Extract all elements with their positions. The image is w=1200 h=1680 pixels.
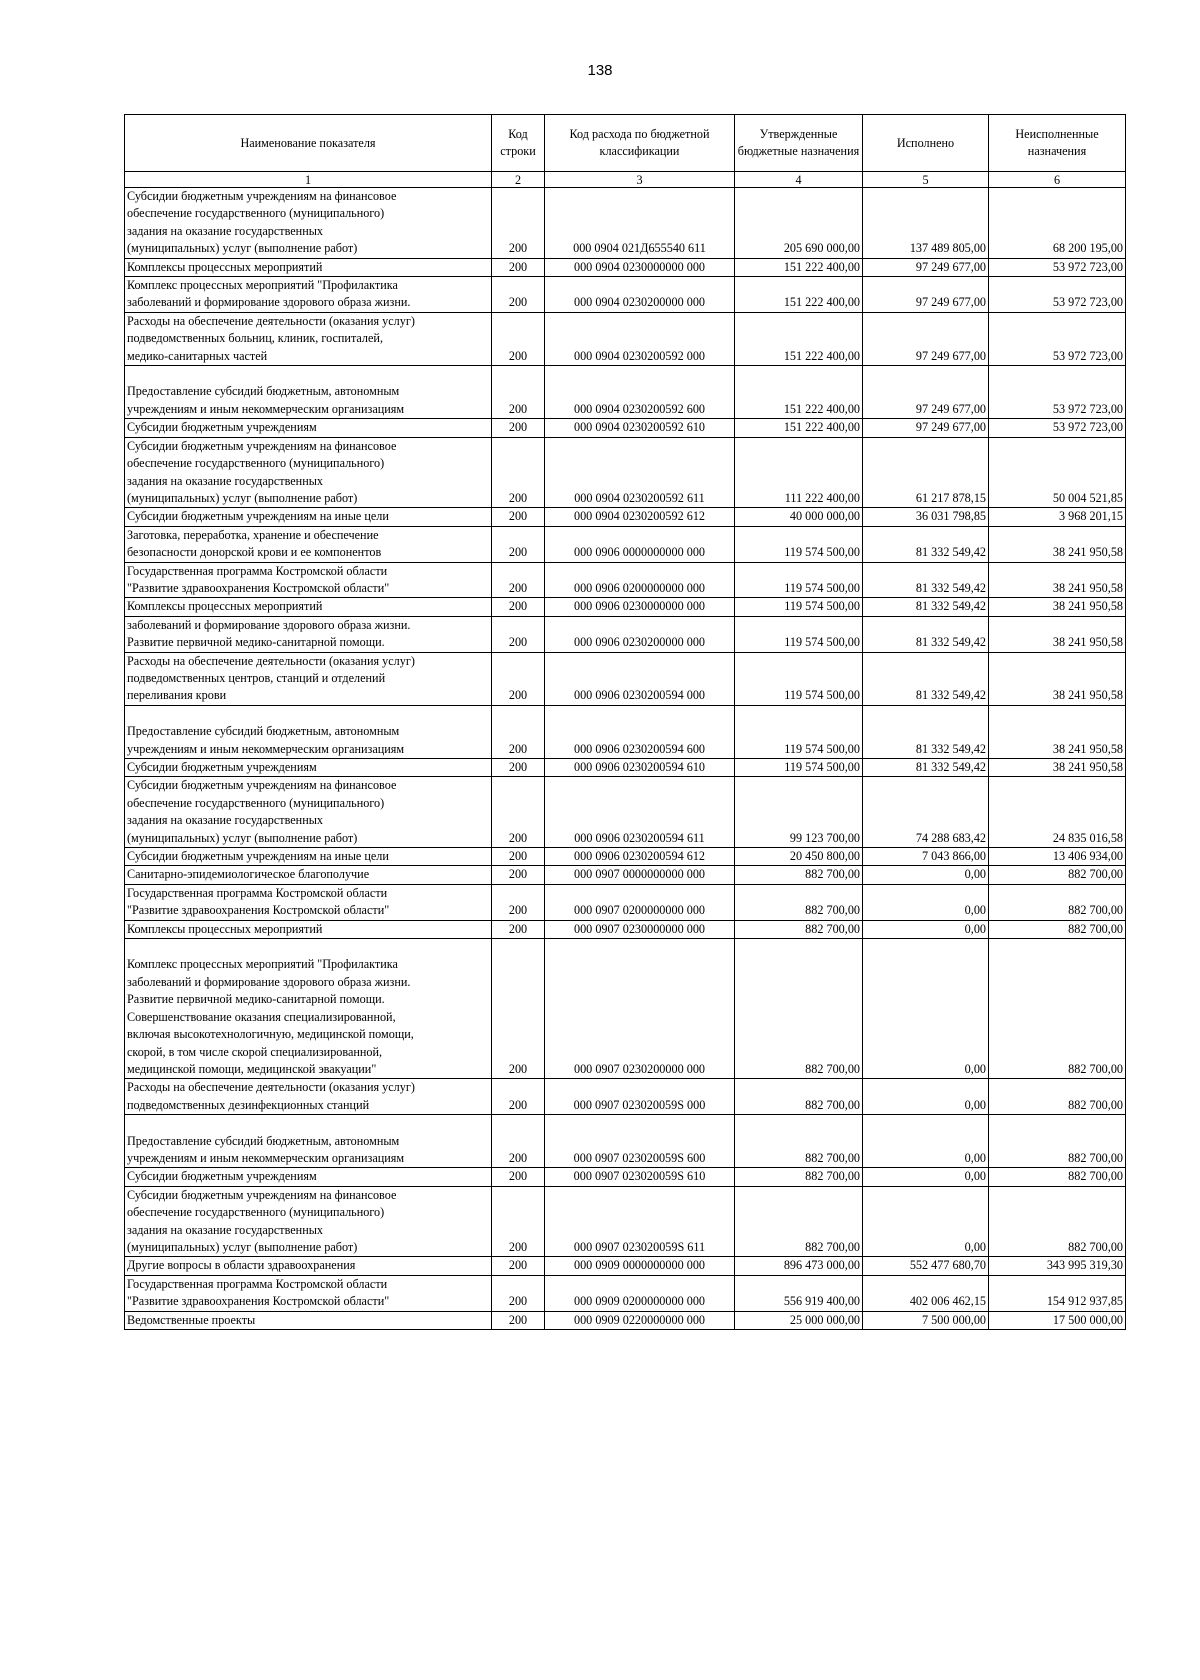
table-row: [125, 526, 1126, 562]
row-line-code: 200: [492, 1257, 545, 1275]
row-name-cell: [125, 312, 492, 365]
page-number: 138: [587, 62, 613, 79]
row-executed-amount: 81 332 549,42: [863, 705, 989, 758]
row-name-cell: [125, 939, 492, 1079]
row-name-cell: [125, 366, 492, 419]
row-approved-amount: 151 222 400,00: [735, 419, 863, 437]
row-name-line: "Развитие здравоохранения Костромской области": [127, 1294, 390, 1309]
column-number: 6: [989, 172, 1126, 188]
row-name-line: Другие вопросы в области здравоохранения: [127, 1258, 356, 1273]
row-approved-amount: 882 700,00: [735, 920, 863, 938]
table-row: [125, 884, 1126, 920]
row-executed-amount: 7 043 866,00: [863, 848, 989, 866]
row-name-cell: [125, 616, 492, 652]
row-name-line: Государственная программа Костромской области: [127, 885, 388, 900]
row-executed-amount: 97 249 677,00: [863, 419, 989, 437]
row-approved-amount: 20 450 800,00: [735, 848, 863, 866]
row-unexecuted-amount: 50 004 521,85: [989, 437, 1126, 508]
column-number: 3: [545, 172, 735, 188]
table-row: [125, 562, 1126, 598]
row-approved-amount: 882 700,00: [735, 1168, 863, 1186]
row-unexecuted-amount: 53 972 723,00: [989, 419, 1126, 437]
row-unexecuted-amount: 882 700,00: [989, 1186, 1126, 1257]
row-name-line: скорой, в том числе скорой специализированной,: [127, 1044, 383, 1059]
row-unexecuted-amount: 3 968 201,15: [989, 508, 1126, 526]
table-row: [125, 920, 1126, 938]
table-row: [125, 1186, 1126, 1257]
row-line-code: 200: [492, 598, 545, 616]
row-budget-code: 000 0906 0230200000 000: [545, 616, 735, 652]
row-name-line: Комплексы процессных мероприятий: [127, 921, 323, 936]
row-line-code: 200: [492, 312, 545, 365]
row-line-code: 200: [492, 188, 545, 259]
row-unexecuted-amount: 882 700,00: [989, 1115, 1126, 1168]
row-budget-code: 000 0906 0230200594 000: [545, 652, 735, 705]
row-name-line: учреждениям и иным некоммерческим организациям: [127, 741, 405, 756]
table-row: [125, 366, 1126, 419]
table-row: [125, 616, 1126, 652]
table-row: [125, 652, 1126, 705]
column-number: 1: [125, 172, 492, 188]
row-line-code: 200: [492, 1168, 545, 1186]
row-budget-code: 000 0907 0000000000 000: [545, 866, 735, 884]
row-line-code: 200: [492, 848, 545, 866]
row-name-line: Комплексы процессных мероприятий: [127, 259, 323, 274]
row-name-cell: [125, 920, 492, 938]
row-executed-amount: 0,00: [863, 1079, 989, 1115]
row-executed-amount: 402 006 462,15: [863, 1275, 989, 1311]
row-unexecuted-amount: 882 700,00: [989, 939, 1126, 1079]
row-budget-code: 000 0904 0230200592 000: [545, 312, 735, 365]
row-name-line: (муниципальных) услуг (выполнение работ): [127, 490, 358, 505]
row-unexecuted-amount: 38 241 950,58: [989, 652, 1126, 705]
row-name-cell: [125, 1275, 492, 1311]
row-name-cell: [125, 705, 492, 758]
row-name-line: "Развитие здравоохранения Костромской области": [127, 580, 390, 595]
row-name-line: Субсидии бюджетным учреждениям на финансовое: [127, 189, 397, 203]
row-executed-amount: 81 332 549,42: [863, 562, 989, 598]
row-name-cell: [125, 1257, 492, 1275]
row-executed-amount: 0,00: [863, 884, 989, 920]
row-executed-amount: 97 249 677,00: [863, 277, 989, 313]
row-name-line: [127, 1115, 489, 1132]
row-unexecuted-amount: 53 972 723,00: [989, 366, 1126, 419]
table-body: [125, 188, 1126, 1330]
row-executed-amount: 0,00: [863, 920, 989, 938]
row-name-line: учреждениям и иным некоммерческим организациям: [127, 401, 405, 416]
table-row: [125, 437, 1126, 508]
row-line-code: 200: [492, 562, 545, 598]
table-row: [125, 848, 1126, 866]
row-name-line: учреждениям и иным некоммерческим организациям: [127, 1150, 405, 1165]
row-approved-amount: 882 700,00: [735, 884, 863, 920]
row-budget-code: 000 0907 023020059S 600: [545, 1115, 735, 1168]
table-row: [125, 508, 1126, 526]
row-budget-code: 000 0907 0230200000 000: [545, 939, 735, 1079]
row-name-cell: [125, 1168, 492, 1186]
row-budget-code: 000 0906 0200000000 000: [545, 562, 735, 598]
row-executed-amount: 81 332 549,42: [863, 652, 989, 705]
budget-execution-table: [124, 114, 1126, 1330]
row-name-cell: [125, 1115, 492, 1168]
row-approved-amount: 151 222 400,00: [735, 277, 863, 313]
column-number-row: [125, 172, 1126, 188]
row-approved-amount: 882 700,00: [735, 1079, 863, 1115]
table-row: [125, 598, 1126, 616]
row-name-line: задания на оказание государственных: [127, 473, 323, 488]
row-line-code: 200: [492, 1275, 545, 1311]
row-approved-amount: 882 700,00: [735, 939, 863, 1079]
row-line-code: 200: [492, 777, 545, 848]
row-name-cell: [125, 598, 492, 616]
row-name-cell: [125, 188, 492, 259]
table-row: [125, 419, 1126, 437]
row-name-line: Субсидии бюджетным учреждениям: [127, 420, 317, 435]
row-budget-code: 000 0907 023020059S 610: [545, 1168, 735, 1186]
row-unexecuted-amount: 13 406 934,00: [989, 848, 1126, 866]
row-name-line: (муниципальных) услуг (выполнение работ): [127, 830, 358, 845]
row-line-code: 200: [492, 366, 545, 419]
row-executed-amount: 81 332 549,42: [863, 526, 989, 562]
column-number: 4: [735, 172, 863, 188]
row-approved-amount: 151 222 400,00: [735, 312, 863, 365]
row-name-line: заболеваний и формирование здорового образа жизни.: [127, 974, 411, 989]
row-name-line: Совершенствование оказания специализированной,: [127, 1009, 396, 1024]
row-line-code: 200: [492, 526, 545, 562]
row-line-code: 200: [492, 866, 545, 884]
row-name-line: медико-санитарных частей: [127, 348, 268, 363]
row-approved-amount: 205 690 000,00: [735, 188, 863, 259]
row-approved-amount: 111 222 400,00: [735, 437, 863, 508]
row-name-line: включая высокотехнологичную, медицинской помощи,: [127, 1027, 414, 1042]
row-line-code: 200: [492, 1186, 545, 1257]
table-row: [125, 1115, 1126, 1168]
row-name-cell: [125, 1311, 492, 1329]
row-name-line: подведомственных больниц, клиник, госпиталей,: [127, 331, 383, 346]
row-name-line: "Развитие здравоохранения Костромской области": [127, 903, 390, 918]
row-unexecuted-amount: 38 241 950,58: [989, 526, 1126, 562]
row-name-cell: [125, 1079, 492, 1115]
row-budget-code: 000 0909 0220000000 000: [545, 1311, 735, 1329]
row-unexecuted-amount: 882 700,00: [989, 1079, 1126, 1115]
row-name-line: заболеваний и формирование здорового образа жизни.: [127, 617, 411, 632]
row-budget-code: 000 0904 0230200592 610: [545, 419, 735, 437]
row-name-line: [127, 366, 489, 383]
row-unexecuted-amount: 882 700,00: [989, 866, 1126, 884]
row-approved-amount: 896 473 000,00: [735, 1257, 863, 1275]
row-name-line: переливания крови: [127, 688, 227, 703]
row-unexecuted-amount: 53 972 723,00: [989, 277, 1126, 313]
row-line-code: 200: [492, 1079, 545, 1115]
row-name-line: Комплекс процессных мероприятий "Профилактика: [127, 278, 398, 293]
row-name-cell: [125, 562, 492, 598]
row-executed-amount: 36 031 798,85: [863, 508, 989, 526]
row-unexecuted-amount: 68 200 195,00: [989, 188, 1126, 259]
row-unexecuted-amount: 38 241 950,58: [989, 759, 1126, 777]
row-budget-code: 000 0906 0230200594 610: [545, 759, 735, 777]
row-approved-amount: 119 574 500,00: [735, 616, 863, 652]
row-line-code: 200: [492, 652, 545, 705]
row-name-cell: [125, 1186, 492, 1257]
row-executed-amount: 0,00: [863, 939, 989, 1079]
table-row: [125, 939, 1126, 1079]
row-approved-amount: 40 000 000,00: [735, 508, 863, 526]
row-executed-amount: 0,00: [863, 1115, 989, 1168]
row-line-code: 200: [492, 920, 545, 938]
row-name-line: Субсидии бюджетным учреждениям на финансовое: [127, 778, 397, 793]
row-name-line: Расходы на обеспечение деятельности (оказания услуг): [127, 1080, 415, 1095]
table-row: [125, 759, 1126, 777]
row-name-line: Субсидии бюджетным учреждениям на иные цели: [127, 509, 389, 524]
row-unexecuted-amount: 38 241 950,58: [989, 705, 1126, 758]
row-budget-code: 000 0904 0230000000 000: [545, 258, 735, 276]
row-name-line: Заготовка, переработка, хранение и обеспечение: [127, 527, 379, 542]
row-name-line: Субсидии бюджетным учреждениям: [127, 760, 317, 774]
row-executed-amount: 81 332 549,42: [863, 759, 989, 777]
row-approved-amount: 25 000 000,00: [735, 1311, 863, 1329]
row-name-line: [127, 939, 489, 956]
row-name-line: задания на оказание государственных: [127, 813, 323, 828]
row-approved-amount: 882 700,00: [735, 1115, 863, 1168]
row-name-line: обеспечение государственного (муниципального): [127, 206, 385, 221]
row-name-line: обеспечение государственного (муниципального): [127, 1205, 385, 1220]
row-budget-code: 000 0906 0000000000 000: [545, 526, 735, 562]
row-unexecuted-amount: 154 912 937,85: [989, 1275, 1126, 1311]
table-row: [125, 1311, 1126, 1329]
row-name-line: Субсидии бюджетным учреждениям на финансовое: [127, 1187, 397, 1202]
row-line-code: 200: [492, 884, 545, 920]
row-executed-amount: 0,00: [863, 1186, 989, 1257]
table-row: [125, 277, 1126, 313]
row-approved-amount: 119 574 500,00: [735, 652, 863, 705]
row-line-code: 200: [492, 277, 545, 313]
column-number: 5: [863, 172, 989, 188]
row-budget-code: 000 0904 0230200592 600: [545, 366, 735, 419]
row-name-line: Комплекс процессных мероприятий "Профилактика: [127, 957, 398, 972]
row-approved-amount: 119 574 500,00: [735, 598, 863, 616]
row-name-line: (муниципальных) услуг (выполнение работ): [127, 241, 358, 256]
row-name-line: задания на оказание государственных: [127, 1222, 323, 1237]
row-budget-code: 000 0909 0200000000 000: [545, 1275, 735, 1311]
row-name-line: задания на оказание государственных: [127, 223, 323, 238]
header-approved: Утвержденные бюджетные назначения: [735, 115, 863, 172]
row-name-cell: [125, 884, 492, 920]
header-unexecuted: Неисполненные назначения: [989, 115, 1126, 172]
row-name-line: Предоставление субсидий бюджетным, автономным: [127, 384, 400, 399]
row-name-cell: [125, 437, 492, 508]
row-line-code: 200: [492, 258, 545, 276]
table-row: [125, 312, 1126, 365]
row-name-line: Комплексы процессных мероприятий: [127, 599, 323, 614]
row-approved-amount: 119 574 500,00: [735, 562, 863, 598]
row-name-cell: [125, 777, 492, 848]
table-row: [125, 866, 1126, 884]
table-row: [125, 258, 1126, 276]
row-executed-amount: 61 217 878,15: [863, 437, 989, 508]
row-name-cell: [125, 258, 492, 276]
row-name-line: подведомственных дезинфекционных станций: [127, 1097, 370, 1112]
row-name-line: Предоставление субсидий бюджетным, автономным: [127, 724, 400, 739]
row-name-cell: [125, 848, 492, 866]
row-approved-amount: 99 123 700,00: [735, 777, 863, 848]
row-name-line: Государственная программа Костромской области: [127, 563, 388, 578]
table-row: [125, 777, 1126, 848]
row-executed-amount: 81 332 549,42: [863, 598, 989, 616]
row-name-cell: [125, 866, 492, 884]
row-name-line: подведомственных центров, станций и отделений: [127, 670, 386, 685]
row-unexecuted-amount: 17 500 000,00: [989, 1311, 1126, 1329]
row-budget-code: 000 0909 0000000000 000: [545, 1257, 735, 1275]
row-name-line: Субсидии бюджетным учреждениям: [127, 1169, 317, 1184]
row-budget-code: 000 0906 0230200594 600: [545, 705, 735, 758]
row-executed-amount: 97 249 677,00: [863, 258, 989, 276]
row-approved-amount: 151 222 400,00: [735, 366, 863, 419]
row-approved-amount: 882 700,00: [735, 1186, 863, 1257]
row-approved-amount: 119 574 500,00: [735, 759, 863, 777]
header-executed: Исполнено: [863, 115, 989, 172]
row-approved-amount: 882 700,00: [735, 866, 863, 884]
row-executed-amount: 0,00: [863, 866, 989, 884]
row-unexecuted-amount: 882 700,00: [989, 1168, 1126, 1186]
header-line-code: Код строки: [492, 115, 545, 172]
row-line-code: 200: [492, 508, 545, 526]
row-budget-code: 000 0907 0200000000 000: [545, 884, 735, 920]
row-budget-code: 000 0906 0230000000 000: [545, 598, 735, 616]
row-approved-amount: 151 222 400,00: [735, 258, 863, 276]
row-executed-amount: 137 489 805,00: [863, 188, 989, 259]
row-unexecuted-amount: 53 972 723,00: [989, 258, 1126, 276]
row-budget-code: 000 0904 0230200000 000: [545, 277, 735, 313]
table-row: [125, 1168, 1126, 1186]
row-approved-amount: 119 574 500,00: [735, 705, 863, 758]
row-name-cell: [125, 419, 492, 437]
row-name-cell: [125, 526, 492, 562]
row-name-line: Развитие первичной медико-санитарной помощи.: [127, 635, 385, 650]
row-name-line: (муниципальных) услуг (выполнение работ): [127, 1239, 358, 1254]
row-budget-code: 000 0906 0230200594 612: [545, 848, 735, 866]
row-budget-code: 000 0907 0230000000 000: [545, 920, 735, 938]
row-executed-amount: 81 332 549,42: [863, 616, 989, 652]
row-name-line: Развитие первичной медико-санитарной помощи.: [127, 992, 385, 1007]
column-number: 2: [492, 172, 545, 188]
row-line-code: 200: [492, 939, 545, 1079]
row-name-line: Государственная программа Костромской области: [127, 1276, 388, 1291]
row-name-line: обеспечение государственного (муниципального): [127, 795, 385, 810]
row-executed-amount: 552 477 680,70: [863, 1257, 989, 1275]
row-line-code: 200: [492, 705, 545, 758]
table-row: [125, 188, 1126, 259]
row-executed-amount: 97 249 677,00: [863, 312, 989, 365]
row-name-line: Ведомственные проекты: [127, 1312, 256, 1327]
row-approved-amount: 119 574 500,00: [735, 526, 863, 562]
row-name-line: [127, 706, 489, 723]
row-budget-code: 000 0906 0230200594 611: [545, 777, 735, 848]
row-executed-amount: 7 500 000,00: [863, 1311, 989, 1329]
row-executed-amount: 97 249 677,00: [863, 366, 989, 419]
row-executed-amount: 74 288 683,42: [863, 777, 989, 848]
row-name-line: обеспечение государственного (муниципального): [127, 456, 385, 471]
row-unexecuted-amount: 882 700,00: [989, 884, 1126, 920]
row-unexecuted-amount: 882 700,00: [989, 920, 1126, 938]
row-budget-code: 000 0904 0230200592 611: [545, 437, 735, 508]
row-name-line: Предоставление субсидий бюджетным, автономным: [127, 1133, 400, 1148]
row-executed-amount: 0,00: [863, 1168, 989, 1186]
header-row: [125, 115, 1126, 172]
header-budget-code: Код расхода по бюджетной классификации: [545, 115, 735, 172]
row-name-cell: [125, 759, 492, 777]
table-row: [125, 705, 1126, 758]
row-line-code: 200: [492, 759, 545, 777]
row-line-code: 200: [492, 1311, 545, 1329]
table-row: [125, 1275, 1126, 1311]
row-unexecuted-amount: 343 995 319,30: [989, 1257, 1126, 1275]
row-name-line: медицинской помощи, медицинской эвакуации": [127, 1061, 377, 1076]
row-line-code: 200: [492, 419, 545, 437]
row-name-line: Субсидии бюджетным учреждениям на иные цели: [127, 849, 389, 864]
row-line-code: 200: [492, 437, 545, 508]
row-line-code: 200: [492, 1115, 545, 1168]
row-unexecuted-amount: 38 241 950,58: [989, 562, 1126, 598]
row-budget-code: 000 0904 021Д655540 611: [545, 188, 735, 259]
row-unexecuted-amount: 38 241 950,58: [989, 616, 1126, 652]
row-unexecuted-amount: 38 241 950,58: [989, 598, 1126, 616]
row-unexecuted-amount: 53 972 723,00: [989, 312, 1126, 365]
header-name: Наименование показателя: [125, 115, 492, 172]
row-name-line: Расходы на обеспечение деятельности (оказания услуг): [127, 313, 415, 328]
row-name-cell: [125, 508, 492, 526]
table-row: [125, 1079, 1126, 1115]
row-approved-amount: 556 919 400,00: [735, 1275, 863, 1311]
row-name-line: безопасности донорской крови и ее компонентов: [127, 545, 382, 560]
row-name-line: Расходы на обеспечение деятельности (оказания услуг): [127, 653, 415, 668]
row-budget-code: 000 0907 023020059S 611: [545, 1186, 735, 1257]
row-budget-code: 000 0907 023020059S 000: [545, 1079, 735, 1115]
row-name-line: Субсидии бюджетным учреждениям на финансовое: [127, 438, 397, 453]
row-unexecuted-amount: 24 835 016,58: [989, 777, 1126, 848]
row-name-line: Санитарно-эпидемиологическое благополучие: [127, 867, 370, 882]
table-row: [125, 1257, 1126, 1275]
row-line-code: 200: [492, 616, 545, 652]
row-name-cell: [125, 277, 492, 313]
row-name-cell: [125, 652, 492, 705]
row-budget-code: 000 0904 0230200592 612: [545, 508, 735, 526]
row-name-line: заболеваний и формирование здорового образа жизни.: [127, 295, 411, 310]
